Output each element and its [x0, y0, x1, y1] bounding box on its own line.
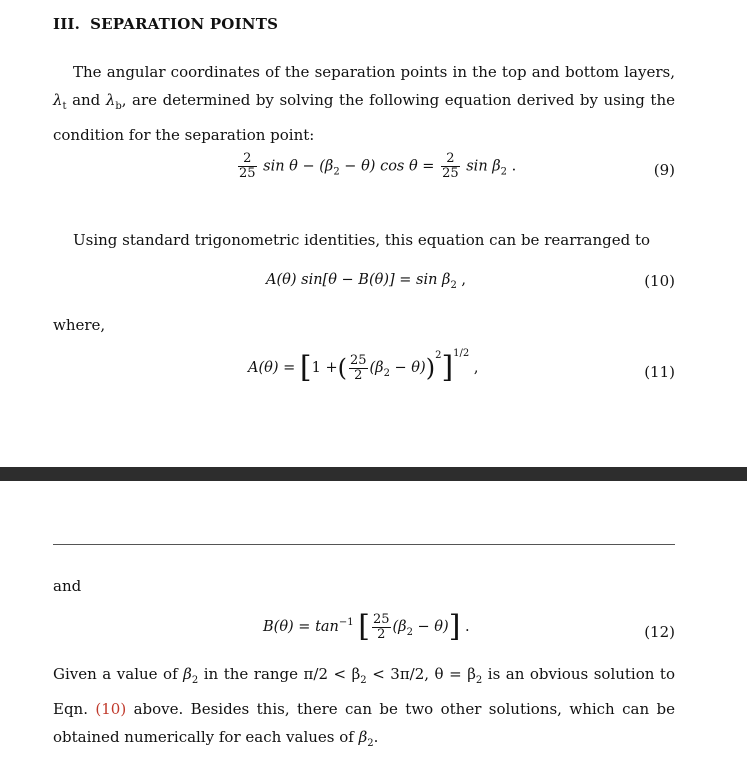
exponent: 1/2	[453, 348, 470, 359]
equation-9	[236, 152, 516, 181]
subscript: 2	[360, 675, 367, 686]
equation-number-10: (10)	[644, 272, 675, 290]
fraction	[372, 613, 391, 642]
text-run: .	[373, 728, 379, 746]
section-number: III.	[53, 15, 81, 33]
eq-term: − θ) cos θ =	[339, 158, 435, 175]
eq-term: (β	[369, 360, 384, 376]
paren-open: (	[337, 354, 347, 382]
subscript: 2	[383, 367, 390, 379]
symbol-beta: β	[358, 728, 368, 746]
numerator: 25	[349, 352, 367, 368]
superscript: 2	[435, 350, 442, 361]
subscript: t	[62, 101, 67, 112]
paren-close: )	[425, 354, 436, 382]
text-run: , are determined by solving the following equation derived by using the condition for the separation point:	[53, 91, 675, 144]
eq-lhs: B(θ) = tan	[263, 619, 339, 635]
eq-term: ,	[456, 272, 467, 288]
numerator: 2	[441, 152, 460, 167]
page-divider	[0, 467, 747, 481]
fraction	[238, 152, 257, 181]
bracket-open: [	[299, 350, 312, 385]
denominator: 25	[239, 166, 256, 181]
symbol-beta: β	[183, 665, 192, 683]
subscript: 2	[450, 279, 457, 291]
subscript: 2	[406, 626, 413, 638]
equation-number-11: (11)	[644, 363, 675, 381]
text-run: above. Besides this, there can be two other solutions, which can be obtained numerically for each values of	[53, 700, 675, 746]
subscript: 2	[191, 675, 199, 686]
subscript: 2	[475, 675, 483, 686]
symbol-lambda: λ	[105, 91, 116, 109]
text-run: Given a value of	[53, 665, 184, 683]
eq-term: − θ)	[389, 360, 426, 376]
section-heading	[53, 15, 278, 33]
bracket-close: ]	[448, 609, 461, 644]
equation-number-12: (12)	[644, 623, 675, 641]
bracket-close: ]	[441, 350, 454, 385]
paragraph-rearranged: Using standard trigonometric identities, this equation can be rearranged to	[73, 231, 651, 249]
subscript: 2	[333, 166, 340, 178]
numerator: 2	[238, 152, 257, 167]
paragraph-where: where,	[53, 316, 106, 334]
fraction	[441, 152, 460, 181]
denominator: 2	[354, 367, 363, 383]
symbol-lambda: λ	[53, 91, 63, 109]
eq-term: sin β	[466, 158, 501, 175]
subscript: 2	[367, 738, 374, 749]
bracket-open: [	[358, 609, 370, 644]
fraction	[349, 354, 368, 383]
subscript: 2	[500, 166, 508, 178]
paragraph-and: and	[53, 577, 82, 595]
denominator: 2	[377, 626, 386, 642]
eq-term: ,	[469, 360, 479, 376]
subscript: b	[115, 101, 122, 112]
horizontal-rule	[53, 544, 675, 545]
section-title: SEPARATION POINTS	[90, 15, 279, 33]
eq-term: (β	[392, 619, 407, 635]
text-run: is an obvious solution to Eqn.	[53, 665, 675, 718]
equation-10	[266, 272, 466, 291]
eq-term: .	[507, 158, 517, 175]
text-run: in the range π/2 < β	[198, 665, 361, 683]
equation-number-9: (9)	[653, 161, 675, 179]
superscript: −1	[338, 617, 354, 629]
text-run: < 3π/2, θ = β	[366, 665, 476, 683]
eq-term: 1 +	[311, 360, 338, 376]
paragraph-intro	[53, 58, 675, 149]
text-run: and	[66, 91, 106, 109]
denominator: 25	[442, 166, 459, 181]
numerator: 25	[372, 611, 390, 627]
eq-term: A(θ) sin[θ − B(θ)] = sin β	[266, 272, 451, 288]
equation-11	[248, 348, 478, 383]
eq-term: .	[460, 619, 470, 635]
text-run: The angular coordinates of the separation points in the top and bottom layers,	[73, 63, 675, 81]
paragraph-conclusion	[53, 660, 675, 758]
eq-term: − θ)	[412, 619, 449, 635]
equation-12	[263, 609, 470, 644]
eq-term: sin θ − (β	[263, 158, 334, 175]
eq-lhs: A(θ) =	[248, 360, 296, 376]
equation-ref-link[interactable]: (10)	[95, 700, 127, 718]
